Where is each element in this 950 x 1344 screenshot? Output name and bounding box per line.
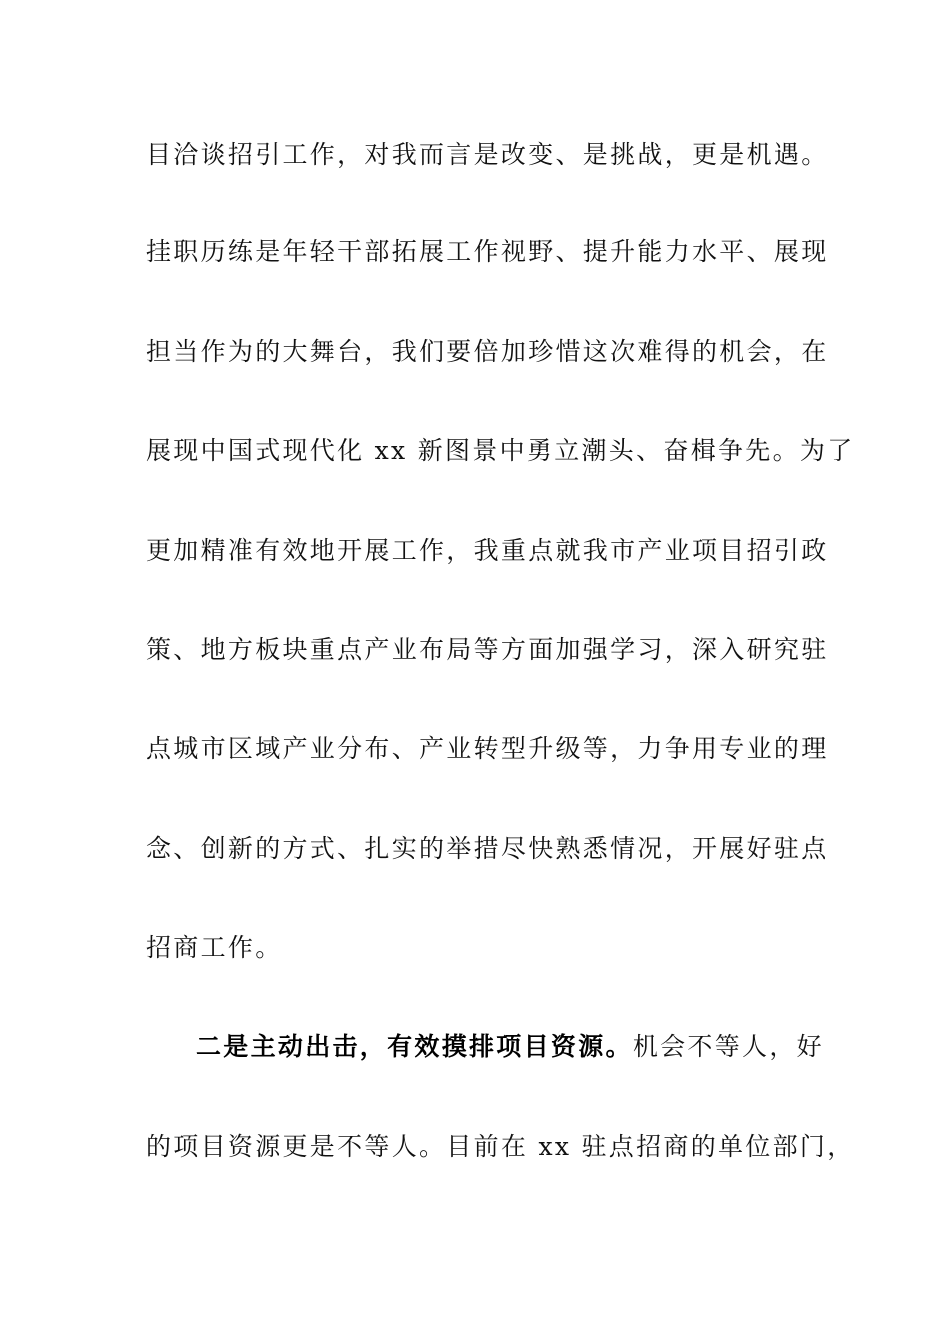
paragraph-line: 挂职历练是年轻干部拓展工作视野、提升能力水平、展现 [146,237,829,266]
paragraph-line: 担当作为的大舞台，我们要倍加珍惜这次难得的机会，在 [146,337,829,366]
section-two-text: 机会不等人，好 [632,1032,824,1061]
paragraph-line: 展现中国式现代化 xx 新图景中勇立潮头、奋楫争先。为了 [146,436,855,465]
paragraph-line: 招商工作。 [146,933,283,962]
paragraph-line: 的项目资源更是不等人。目前在 xx 驻点招商的单位部门， [146,1132,855,1161]
section-two-heading: 二是主动出击，有效摸排项目资源。 [196,1032,633,1061]
paragraph-line: 目洽谈招引工作，对我而言是改变、是挑战，更是机遇。 [146,140,829,169]
section-two-first-line [196,1027,856,1067]
paragraph-line: 更加精准有效地开展工作，我重点就我市产业项目招引政 [146,536,829,565]
paragraph-line: 念、创新的方式、扎实的举措尽快熟悉情况，开展好驻点 [146,834,829,863]
paragraph-line: 点城市区域产业分布、产业转型升级等，力争用专业的理 [146,734,829,763]
paragraph-line: 策、地方板块重点产业布局等方面加强学习，深入研究驻 [146,635,829,664]
